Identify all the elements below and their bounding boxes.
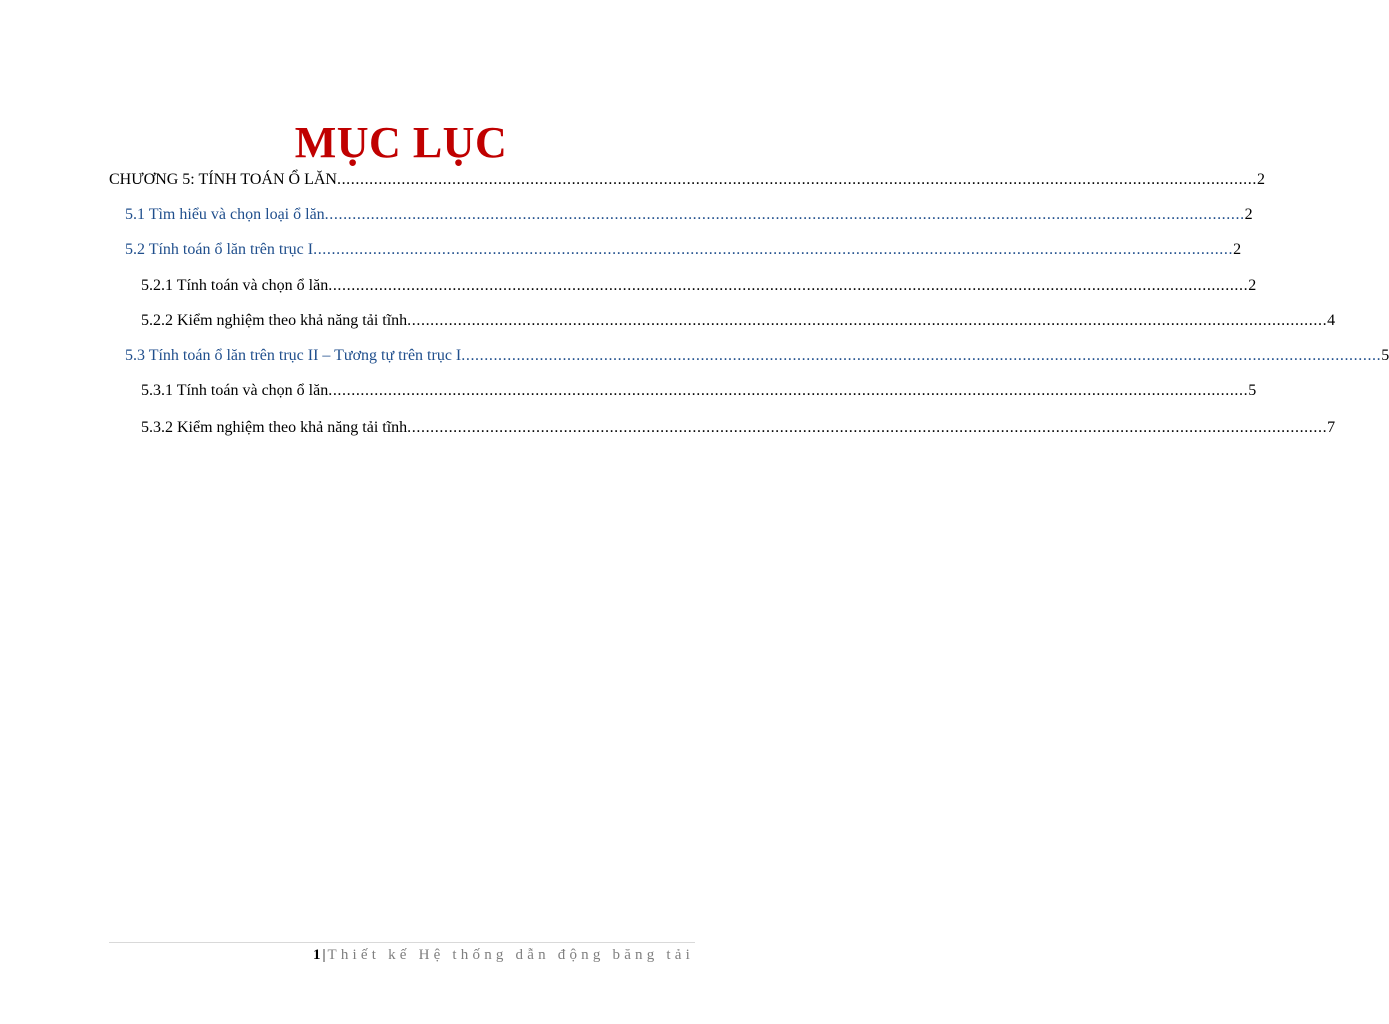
toc-leader-dots: ........................................................................................................................................................................................................	[407, 419, 1328, 436]
toc-entry-5-3-2[interactable]	[141, 416, 1336, 440]
toc-entry-text: 5.3.1 Tính toán và chọn ổ lăn	[141, 382, 329, 399]
toc-entry-5-3[interactable]	[125, 344, 1389, 368]
footer-divider	[109, 942, 695, 943]
toc-entry-chapter-5[interactable]	[109, 168, 1265, 192]
toc-entry-5-2-1[interactable]	[141, 274, 1257, 298]
toc-page-number: 2	[1256, 171, 1265, 188]
footer-separator: |	[322, 947, 326, 963]
toc-entry-5-1[interactable]	[125, 203, 1253, 227]
page-footer	[313, 944, 694, 966]
toc-leader-dots: ........................................................................................................................................................................................................	[407, 312, 1328, 329]
toc-entry-text: 5.2.1 Tính toán và chọn ổ lăn	[141, 277, 329, 294]
toc-entry-5-2[interactable]	[125, 238, 1242, 262]
toc-page-number: 7	[1327, 419, 1336, 436]
toc-page-number: 5	[1248, 382, 1257, 399]
footer-document-title: Thiết kế Hệ thống dẫn động băng tải	[327, 947, 694, 963]
toc-entry-5-3-1[interactable]	[141, 379, 1257, 403]
toc-entry-text: 5.3.2 Kiểm nghiệm theo khả năng tải tĩnh	[141, 419, 408, 436]
toc-leader-dots: ........................................................................................................................................................................................................	[313, 241, 1234, 258]
toc-page-number: 2	[1233, 241, 1242, 258]
toc-page-number: 4	[1327, 312, 1336, 329]
toc-page-number: 2	[1248, 277, 1257, 294]
toc-entry-5-2-2[interactable]	[141, 309, 1336, 333]
toc-entry-text: 5.2 Tính toán ổ lăn trên trục I	[125, 241, 314, 258]
toc-leader-dots: ........................................................................................................................................................................................................	[336, 171, 1257, 188]
toc-entry-text: 5.1 Tìm hiểu và chọn loại ổ lăn	[125, 206, 325, 223]
toc-page-number: 2	[1244, 206, 1253, 223]
toc-leader-dots: ........................................................................................................................................................................................................	[328, 277, 1249, 294]
toc-leader-dots: ........................................................................................................................................................................................................	[328, 382, 1249, 399]
toc-leader-dots: ........................................................................................................................................................................................................	[461, 347, 1382, 364]
toc-page-number: 5	[1381, 347, 1389, 364]
toc-entry-text: CHƯƠNG 5: TÍNH TOÁN Ổ LĂN	[109, 171, 337, 188]
footer-page-number: 1	[312, 947, 321, 963]
page-title: MỤC LỤC	[294, 118, 508, 168]
toc-entry-text: 5.2.2 Kiểm nghiệm theo khả năng tải tĩnh	[141, 312, 408, 329]
toc-entry-text: 5.3 Tính toán ổ lăn trên trục II – Tương tự trên trục I	[125, 347, 462, 364]
toc-leader-dots: ........................................................................................................................................................................................................	[324, 206, 1245, 223]
